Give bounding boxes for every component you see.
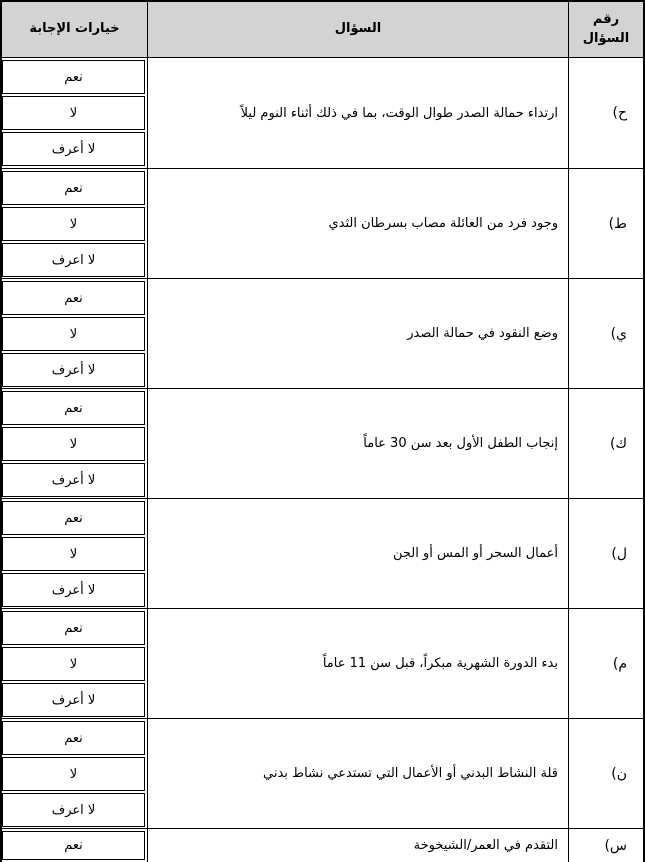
answer-option-dont-know[interactable]: لا أعرف — [2, 683, 145, 717]
answer-option-dont-know[interactable]: لا أعرف — [2, 463, 145, 497]
question-row — [2, 828, 643, 862]
question-text: وضع النقود في حمالة الصدر — [407, 326, 558, 341]
question-row — [2, 58, 643, 168]
answer-options-cell — [2, 609, 148, 718]
answer-options-cell — [2, 169, 148, 278]
answer-option-yes[interactable]: نعم — [2, 60, 145, 94]
question-number: ل) — [568, 499, 643, 608]
answer-option-no[interactable]: لا — [2, 537, 145, 571]
answer-option-no[interactable]: لا — [2, 207, 145, 241]
answer-option-dont-know[interactable]: لا أعرف — [2, 132, 145, 166]
question-text: بدء الدورة الشهرية مبكراً، قبل سن 11 عاماً — [322, 656, 558, 671]
answer-option-yes[interactable]: نعم — [2, 501, 145, 535]
question-number: م) — [568, 609, 643, 718]
question-number: ي) — [568, 279, 643, 388]
question-row — [2, 278, 643, 388]
answer-option-dont-know[interactable]: لا أعرف — [2, 573, 145, 607]
question-number: ح) — [568, 58, 643, 168]
answer-option-yes[interactable]: نعم — [2, 281, 145, 315]
answer-options-cell — [2, 389, 148, 498]
answer-options-cell — [2, 499, 148, 608]
question-text: أعمال السحر أو المس أو الجن — [393, 546, 558, 561]
header-question-number: رقم السؤال — [568, 2, 643, 57]
question-row — [2, 388, 643, 498]
answer-option-dont-know[interactable]: لا أعرف — [2, 353, 145, 387]
answer-option-no[interactable]: لا — [2, 757, 145, 791]
header-answer-options: خيارات الإجابة — [2, 2, 148, 57]
answer-option-no[interactable]: لا — [2, 647, 145, 681]
table-header — [2, 2, 643, 58]
answer-option-dont-know[interactable]: لا اعرف — [2, 243, 145, 277]
answer-option-yes[interactable]: نعم — [2, 391, 145, 425]
question-text: ارتداء حمالة الصدر طوال الوقت، بما في ذلك أثناء النوم ليلاً — [240, 105, 558, 121]
answer-options-cell — [2, 58, 148, 168]
answer-option-no[interactable]: لا — [2, 96, 145, 130]
answer-options-cell — [2, 829, 148, 862]
question-number: ط) — [568, 169, 643, 278]
answer-option-no[interactable]: لا — [2, 317, 145, 351]
question-row — [2, 718, 643, 828]
question-text: التقدم في العمر/الشيخوخة — [413, 838, 558, 853]
answer-option-yes[interactable]: نعم — [2, 721, 145, 755]
answer-options-cell — [2, 719, 148, 828]
question-row — [2, 498, 643, 608]
answer-option-yes[interactable]: نعم — [2, 831, 145, 860]
question-number: ك) — [568, 389, 643, 498]
answer-option-yes[interactable]: نعم — [2, 611, 145, 645]
question-row — [2, 168, 643, 278]
header-question: السؤال — [334, 21, 382, 37]
question-text: قلة النشاط البدني أو الأعمال التي تستدعي نشاط بدني — [263, 766, 558, 781]
answer-option-yes[interactable]: نعم — [2, 171, 145, 205]
question-row — [2, 608, 643, 718]
question-text: وجود فرد من العائلة مصاب بسرطان الثدي — [328, 216, 558, 231]
answer-options-cell — [2, 279, 148, 388]
question-number: س) — [568, 829, 643, 862]
answer-option-no[interactable]: لا — [2, 427, 145, 461]
question-text: إنجاب الطفل الأول بعد سن 30 عاماً — [363, 436, 558, 451]
question-number: ن) — [568, 719, 643, 828]
answer-option-dont-know[interactable]: لا اعرف — [2, 793, 145, 827]
